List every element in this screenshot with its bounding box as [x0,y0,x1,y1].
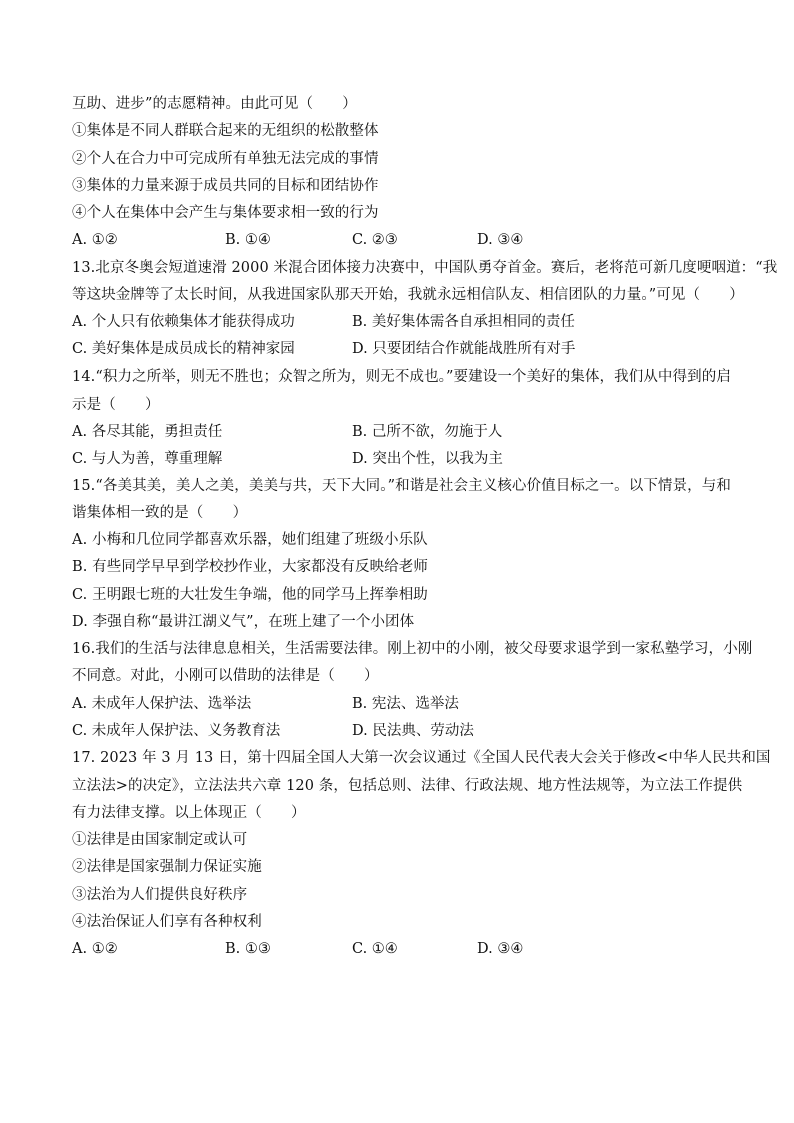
q13-stem-2: 等这块金牌等了太长时间，从我进国家队那天开始，我就永远相信队友、相信团队的力量。”可见（ ） [72,287,744,303]
q17-stem-1: 17. 2023 年 3 月 13 日，第十四届全国人大第一次会议通过《全国人民代表大会关于修改<中华人民共和国 [72,750,771,766]
q16-option-a: A. 未成年人保护法、选举法 [72,696,252,712]
q16-option-b: B. 宪法、选举法 [352,696,459,712]
q14-stem-1: 14.“积力之所举，则无不胜也；众智之所为，则无不成也。”要建设一个美好的集体，我们从中得到的启 [72,369,731,385]
q17-item-4: ④法治保证人们享有各种权利 [72,914,262,930]
q14-option-c: C. 与人为善，尊重理解 [72,451,223,467]
q12-option-a: A. ①② [72,232,118,248]
q14-options-row-1 [72,423,732,441]
q12-item-2: ②个人在合力中可完成所有单独无法完成的事情 [72,151,379,167]
q13-option-a: A. 个人只有依赖集体才能获得成功 [72,314,295,330]
q15-option-d: D. 李强自称“最讲江湖义气”，在班上建了一个小团体 [72,614,415,630]
q15-option-c: C. 王明跟七班的大壮发生争端，他的同学马上挥拳相助 [72,587,428,603]
q14-option-d: D. 突出个性，以我为主 [352,451,503,467]
q15-option-a: A. 小梅和几位同学都喜欢乐器，她们组建了班级小乐队 [72,532,428,548]
q12-option-b: B. ①④ [225,232,271,248]
q12-stem-end: 互助、进步”的志愿精神。由此可见（ ） [72,96,357,112]
q12-options [72,231,732,249]
q17-item-1: ①法律是由国家制定或认可 [72,832,248,848]
q12-option-d: D. ③④ [477,232,524,248]
q15-stem-1: 15.“各美其美，美人之美，美美与共，天下大同。”和谐是社会主义核心价值目标之一。以下情景，与和 [72,478,731,494]
q16-options-row-1 [72,695,732,713]
q13-option-d: D. 只要团结合作就能战胜所有对手 [352,341,576,357]
q17-item-2: ②法律是国家强制力保证实施 [72,859,262,875]
q15-option-b: B. 有些同学早早到学校抄作业，大家都没有反映给老师 [72,559,428,575]
q12-item-4: ④个人在集体中会产生与集体要求相一致的行为 [72,205,379,221]
q13-options-row-1 [72,313,732,331]
q17-option-d: D. ③④ [477,941,524,957]
q12-option-c: C. ②③ [352,232,398,248]
q16-options-row-2 [72,722,732,740]
q16-stem-1: 16.我们的生活与法律息息相关，生活需要法律。刚上初中的小刚，被父母要求退学到一家私塾学习，小刚 [72,641,753,657]
q13-option-c: C. 美好集体是成员成长的精神家园 [72,341,295,357]
q14-option-a: A. 各尽其能，勇担责任 [72,424,223,440]
q16-stem-2: 不同意。对此，小刚可以借助的法律是（ ） [72,668,379,684]
q17-option-b: B. ①③ [225,941,271,957]
q16-option-d: D. 民法典、劳动法 [352,723,474,739]
q12-item-3: ③集体的力量来源于成员共同的目标和团结协作 [72,178,379,194]
q14-stem-2: 示是（ ） [72,397,160,413]
q13-stem-1: 13.北京冬奥会短道速滑 2000 米混合团体接力决赛中，中国队勇夺首金。赛后，老将范可新几度哽咽道：“我 [72,260,778,276]
q12-item-1: ①集体是不同人群联合起来的无组织的松散整体 [72,123,379,139]
q13-options-row-2 [72,340,732,358]
q17-item-3: ③法治为人们提供良好秩序 [72,887,248,903]
q17-option-c: C. ①④ [352,941,398,957]
q14-options-row-2 [72,450,732,468]
q14-option-b: B. 己所不欲，勿施于人 [352,424,503,440]
q13-option-b: B. 美好集体需各自承担相同的责任 [352,314,575,330]
q17-stem-2: 立法法>的决定》，立法法共六章 120 条，包括总则、法律、行政法规、地方性法规等，为立法工作提供 [72,778,743,794]
q17-stem-3: 有力法律支撑。以上体现正（ ） [72,805,306,821]
q17-options [72,940,732,958]
q15-stem-2: 谐集体相一致的是（ ） [72,505,248,521]
q17-option-a: A. ①② [72,941,118,957]
q16-option-c: C. 未成年人保护法、义务教育法 [72,723,281,739]
